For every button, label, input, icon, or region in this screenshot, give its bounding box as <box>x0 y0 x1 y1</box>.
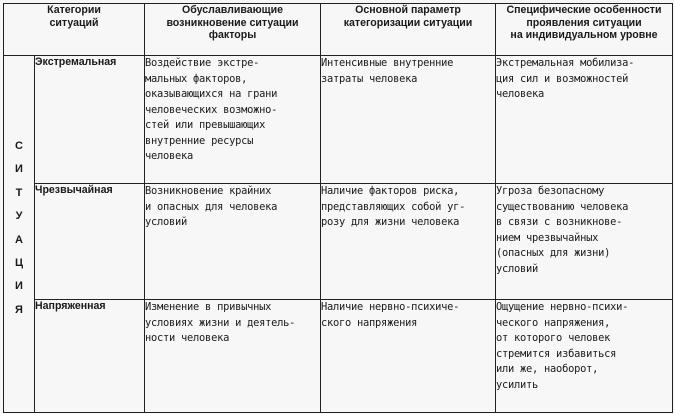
side-letter: Ц <box>14 256 24 269</box>
header-categories: Категории ситуаций <box>4 4 145 56</box>
table-header-row <box>4 4 673 56</box>
side-letter: Я <box>15 303 23 316</box>
category-emergency: Чрезвычайная <box>35 184 145 300</box>
side-letter: У <box>15 210 23 223</box>
header-factors: Обуславливающие возникновение ситуации факторы <box>145 4 321 56</box>
table-row <box>4 56 673 184</box>
parameter-cell: Наличие нервно-психиче- ского напряжения <box>321 300 496 413</box>
factors-cell: Изменение в привычных условиях жизни и деятель- ности человека <box>145 300 321 413</box>
features-cell: Угроза безопасному существованию человека в связи с возникнове- нием чрезвычайных (опасных для жизни) условий <box>496 184 673 300</box>
side-letter: А <box>15 233 23 246</box>
header-parameter: Основной параметр категоризации ситуации <box>321 4 496 56</box>
features-cell: Экстремальная мобилиза- ция сил и возможностей человека <box>496 56 673 184</box>
factors-cell: Воздействие экстре- мальных факторов, оказывающихся на грани человеческих возможно- стей или превышающих внутренние ресурсы человека <box>145 56 321 184</box>
table-row <box>4 300 673 413</box>
parameter-cell: Интенсивные внутренние затраты человека <box>321 56 496 184</box>
table-row <box>4 184 673 300</box>
factors-cell: Возникновение крайних и опасных для человека условий <box>145 184 321 300</box>
features-cell: Ощущение нервно-психи- ческого напряжения, от которого человек стремится избавиться или же, наоборот, усилить <box>496 300 673 413</box>
situations-table <box>3 3 673 413</box>
side-letter: С <box>15 140 23 152</box>
side-letter: Т <box>15 186 23 199</box>
header-features: Специфические особенности проявления ситуации на индивидуальном уровне <box>496 4 673 56</box>
category-extreme: Экстремальная <box>35 56 145 184</box>
side-letter: И <box>15 280 23 293</box>
side-label-situation <box>4 56 35 413</box>
side-letter: И <box>15 163 23 176</box>
parameter-cell: Наличие факторов риска, представляющих собой уг- розу для жизни человека <box>321 184 496 300</box>
category-tense: Напряженная <box>35 300 145 413</box>
